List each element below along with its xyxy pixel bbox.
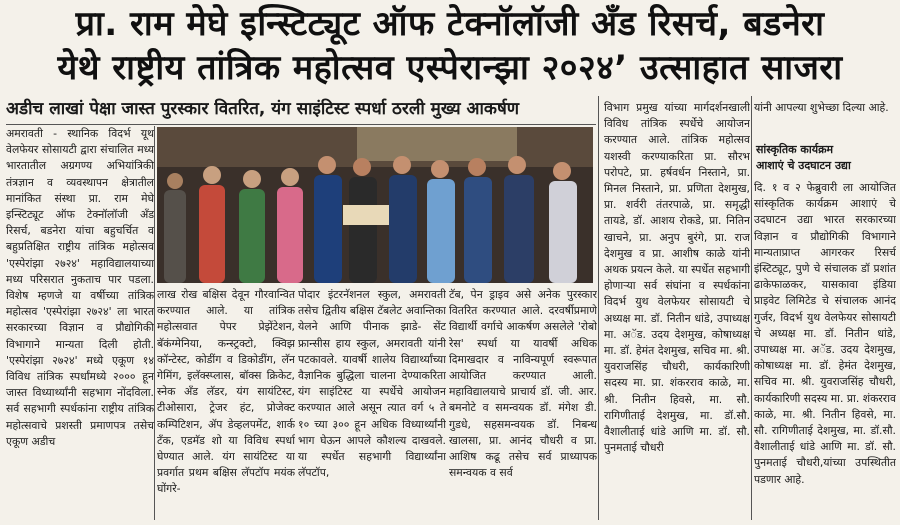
group-photo bbox=[157, 127, 593, 283]
article-column-5: विभाग प्रमुख यांच्या मार्गदर्शनखाली विविध तांत्रिक स्पर्धेचे आयोजन करण्यात आले. तांत्रिक महोत्सव यशस्वी करण्याकरिता प्रा. सौरभ परोपटे, प्रा. हर्षवर्धन निस्ताने, प्रा. मिनल निस्ताने, प्रा. प्रणिता देशमुख, प्रा. शर्वरी तंतरपाळे, प्रा. समृद्धी तायडे, डॉ. आशय रोकडे, प्रा. नितिन खाचने, प्रा. अनुप बुरंगे, प्रा. राज देशमुख व प्रा. आशीष काळे यांनी अथक प्रयत्न केले. या स्पर्धेत सहभागी होणाऱ्या सर्व संघांना व स्पर्धकांना विदर्भ युथ वेलफेयर सोसायटी चे अध्यक्ष मा. डॉ. नितीन धांडे, उपाध्यक्ष मा. अॅड. उदय देशमुख, कोषाध्यक्ष मा. डॉ. हेमंत देशमुख, सचिव मा. श्री. युवराजसिंह चौधरी, कार्यकारिणी सदस्य मा. प्रा. शंकरराव काळे, मा. श्री. नितीन हिवसे, मा. सौ. रागिणीताई देशमुख, मा. डॉ.सौ. वैशालीताई धांडे आणि मा. डॉ. सौ. पुनमताई चौधरी bbox=[604, 101, 750, 455]
subheadline-rule bbox=[6, 124, 596, 125]
article-column-3: पोदार इंटरनॅशनल स्कुल, अमरावती तसेच द्वितीय बक्षिस टॅबलेट अवान्तिका येलने आणि पीनाक झाडे- सेंट फ्रान्सीस हाय स्कुल, अमरावती यांनी पटकावले. यावर्षी शालेय विद्यार्थ्यांच्या वैज्ञानिक बुद्धिला चालना देण्याकरिता यंग साइंटिस्ट या स्पर्धेचे आयोजन करण्यात आले असून त्यात वर्ग ५ ते १० च्या ३०० हून अधिक विध्यार्थ्यांनी भाग घेऊन आपले कौशल्य दाखवले. या स्पर्धेत सहभागी विद्यार्थ्यांना लॅपटॉप, bbox=[298, 288, 446, 480]
article-column-1: अमरावती - स्थानिक विदर्भ यूथ वेलफेयर सोसायटी द्वारा संचालित मध्य भारतातील अग्रगण्य अभियांत्रिकी तंत्रज्ञान व व्यवस्थापन क्षेत्रातील मानांकित संस्था प्रा. राम मेघे इन्स्टिट्यूट ऑफ टेक्नॉलॉजी अँड रिसर्च, बडनेरा यांचा बहुचर्चित व बहुप्रतिक्षित राष्ट्रीय तांत्रिक महोत्सव 'एस्पेरांझा २७२४' महाविद्यालयाच्या मध्य परिसरात नुकताच पार पडला. विशेष म्हणजे या वर्षीच्या तांत्रिक महोत्सव 'एस्पेरांझा २७२४' ला भारत सरकारच्या विज्ञान व प्रौद्योगिकी विभागाने मान्यता दिली होती. 'एस्पेरांझा २७२४' मध्ये एकूण १४ विविध तांत्रिक स्पर्धांमध्ये २००० हून जास्त विध्यार्थ्यांनी सहभाग नोंदविला. सर्व सहभागी स्पर्धकांना राष्ट्रीय तांत्रिक महोत्सवाचे प्रशस्ती प्रमाणपत्र तसेच एकूण अडीच bbox=[6, 127, 154, 448]
column-rule bbox=[751, 96, 752, 520]
column-rule bbox=[154, 126, 155, 520]
article-column-6-top: यांनी आपल्या शुभेच्छा दिल्या आहे. bbox=[754, 101, 889, 114]
column-rule bbox=[598, 96, 599, 520]
sidebar-news-title: सांस्कृतिक कार्यक्रम आशाएं चे उदघाटन उद्या bbox=[756, 143, 851, 172]
article-column-4: टॅब, पेन ड्राइव असे अनेक पुरस्कार वितरित करण्यात आले. दरवर्षीप्रमाणे विद्यार्थी वर्गाचे आकर्षण असलेले 'रोबो रेस' स्पर्धा या यावर्षी अधिक दिमाखदार व नाविन्यपूर्ण स्वरूपात आयोजित करण्यात आली. महाविद्यालयाचे प्राचार्य डॉ. जी. आर. बमनोटे व समन्वयक डॉ. मंगेश डी. गुडधे, सहसमन्वयक डॉ. निबन्ध खालसा, प्रा. आनंद चौधरी व प्रा. आशिष कढू तसेच सर्व प्राध्यापक समन्वयक व सर्व bbox=[449, 288, 597, 480]
subheadline: अडीच लाखां पेक्षा जास्त पुरस्कार वितरित, यंग साइंटिस्ट स्पर्धा ठरली मुख्य आकर्षण bbox=[6, 99, 520, 119]
sidebar-news-body: दि. १ व २ फेब्रुवारी ला आयोजित सांस्कृतिक कार्यक्रम आशाएं चे उदघाटन उद्या भारत सरकारच्या विज्ञान व प्रौद्योगिकी विभागाने मान्यताप्राप्त आगरकर रिसर्च इंस्टिट्यूट, पुणे चे संचालक डॉ प्रशांत ढाकेफाळकर, यासकावा इंडिया प्राइवेट लिमिटेड चे संचालक आनंद गुर्जर, विदर्भ युथ वेलफेयर सोसायटी चे अध्यक्ष मा. डॉ. नितीन धांडे, उपाध्यक्ष मा. अॅड. उदय देशमुख, कोषाध्यक्ष मा. डॉ. हेमंत देशमुख, सचिव मा. श्री. युवराजसिंह चौधरी, कार्यकारिणी सदस्य मा. प्रा. शंकरराव काळे, मा. श्री. नितीन हिवसे, मा. सौ. रागिणीताई देशमुख, मा. डॉ.सौ. वैशालीताई धांडे आणि मा. डॉ. सौ. पुनमताई चौधरी,यांच्या उपस्थितीत पडणार आहे. bbox=[754, 181, 896, 486]
article-column-2: लाख रोख बक्षिस देवून गौरवान्वित करण्यात आले. या तांत्रिक महोत्सवात पेपर प्रेझेंटेशन, बॅकंग्मेनिया, कन्स्ट्रक्टो, क्विझ कॉन्टेस्ट, कोडींग व डिकोडींग, लॅन गेमिंग, इलॅक्स्प्लास, बॉक्स क्रिकेट, स्नेक अँड लॅडर, यंग सायंटिस्ट, टीओसारा, ट्रेजर हंट, प्रोजेक्ट कम्पिटिशन, ॲप डेव्हलपमेंट, शार्क टँक, एडमॅड शो या विविध स्पर्धा घेण्यात आले. यंग सायंटिस्ट या प्रवर्गात प्रथम बक्षिस लॅपटॉप मयंक घोंगरे- bbox=[157, 288, 295, 496]
headline-line-1: प्रा. राम मेघे इन्स्टिट्यूट ऑफ टेक्नॉलॉजी अँड रिसर्च, बडनेरा bbox=[75, 4, 825, 44]
headline-line-2: येथे राष्ट्रीय तांत्रिक महोत्सव एस्पेरान्झा २०२४’ उत्साहात साजरा bbox=[57, 48, 843, 88]
